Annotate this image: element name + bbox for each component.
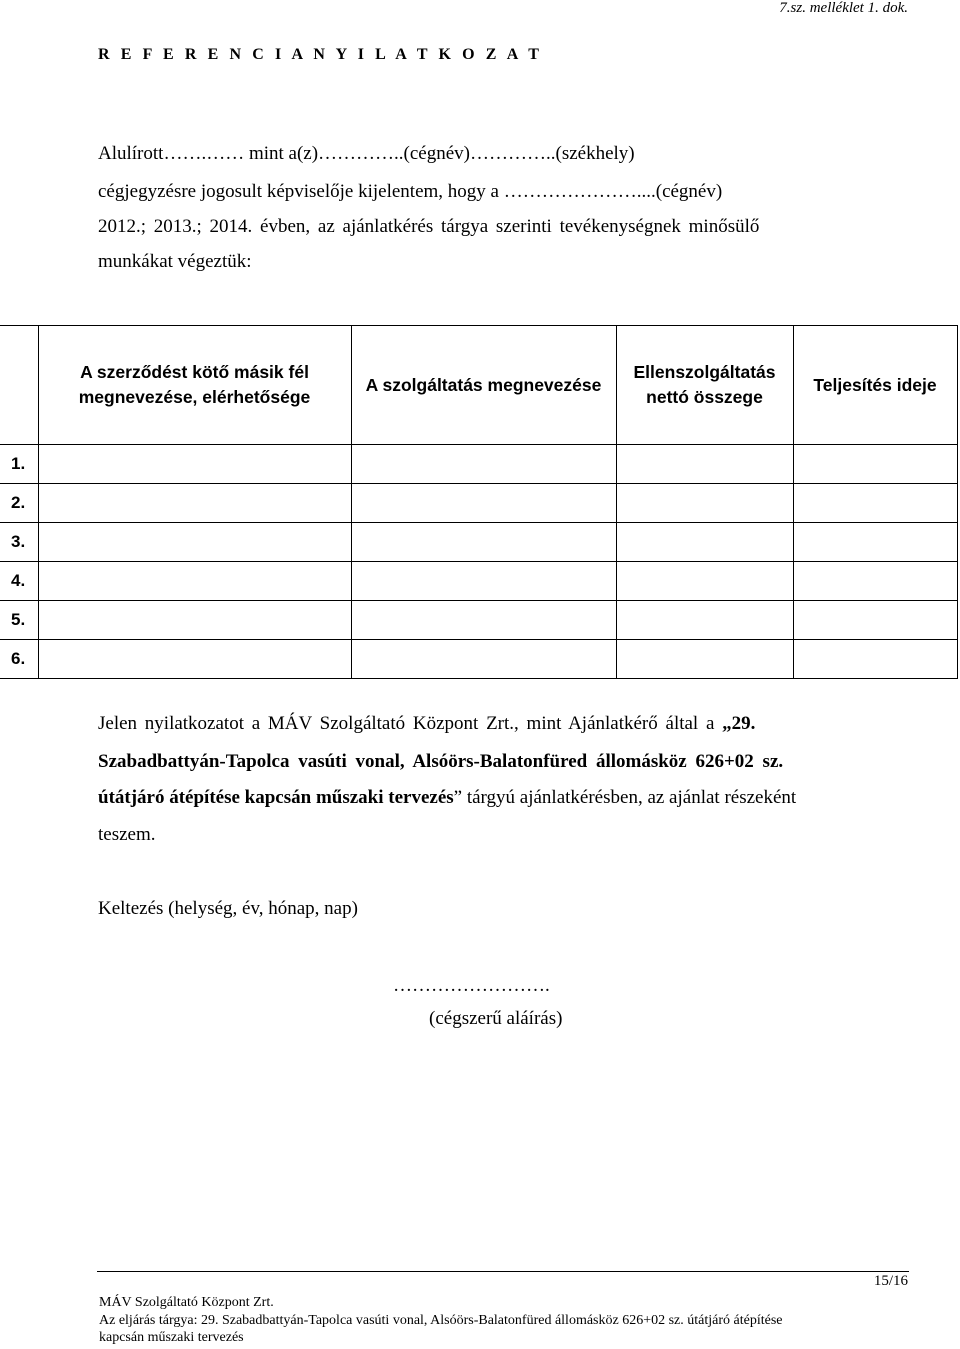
statement-line-3: [98, 787, 796, 809]
statement-line-1-bold: „29.: [722, 713, 756, 734]
page-number: 15/16: [873, 1273, 908, 1289]
date-label: Keltezés (helység, év, hónap, nap): [98, 898, 358, 919]
partner-cell[interactable]: [38, 445, 351, 484]
partner-cell[interactable]: [38, 601, 351, 640]
statement-line-4: teszem.: [98, 824, 156, 845]
row-number: 1.: [0, 445, 38, 484]
footer-org: MÁV Szolgáltató Központ Zrt.: [99, 1295, 274, 1310]
completion-cell[interactable]: [793, 484, 957, 523]
table-row: [0, 640, 957, 679]
statement-line-1-text: Jelen nyilatkozatot a MÁV Szolgáltató Központ Zrt., mint Ajánlatkérő által a: [98, 713, 723, 734]
footer-divider: [97, 1271, 909, 1272]
table-header-partner: A szerződést kötő másik fél megnevezése, elérhetősége: [38, 326, 351, 445]
statement-line-1: [98, 713, 755, 735]
amount-cell[interactable]: [616, 601, 793, 640]
intro-line-2: cégjegyzésre jogosult képviselője kijelentem, hogy a …………………....(cégnév): [98, 181, 723, 202]
service-cell[interactable]: [351, 601, 616, 640]
row-number: 3.: [0, 523, 38, 562]
service-cell[interactable]: [351, 562, 616, 601]
row-number: 4.: [0, 562, 38, 601]
row-number: 6.: [0, 640, 38, 679]
completion-cell[interactable]: [793, 562, 957, 601]
reference-table: [0, 325, 958, 679]
table-row: [0, 601, 957, 640]
completion-cell[interactable]: [793, 601, 957, 640]
table-header-row: [0, 326, 957, 445]
row-number: 2.: [0, 484, 38, 523]
table-header-completion: Teljesítés ideje: [793, 326, 957, 445]
partner-cell[interactable]: [38, 640, 351, 679]
amount-cell[interactable]: [616, 562, 793, 601]
table-row: [0, 562, 957, 601]
intro-line-1: Alulírott…….…… mint a(z)…………..(cégnév)…………..(székhely): [98, 143, 635, 164]
statement-line-3-text: ” tárgyú ajánlatkérésben, az ajánlat részeként: [453, 787, 797, 808]
table-row: [0, 484, 957, 523]
table-row: [0, 445, 957, 484]
intro-line-4: munkákat végeztük:: [98, 251, 252, 272]
table-header-service: A szolgáltatás megnevezése: [351, 326, 616, 445]
table-header-index: [0, 326, 38, 445]
service-cell[interactable]: [351, 484, 616, 523]
partner-cell[interactable]: [38, 484, 351, 523]
completion-cell[interactable]: [793, 445, 957, 484]
partner-cell[interactable]: [38, 562, 351, 601]
signature-line: …………………….: [393, 975, 550, 996]
intro-line-3: 2012.; 2013.; 2014. évben, az ajánlatkérés tárgya szerinti tevékenységnek minősülő: [98, 216, 760, 237]
table-row: [0, 523, 957, 562]
service-cell[interactable]: [351, 523, 616, 562]
completion-cell[interactable]: [793, 640, 957, 679]
footer-subject-line-2: kapcsán műszaki tervezés: [99, 1330, 244, 1345]
footer-subject-line-1: Az eljárás tárgya: 29. Szabadbattyán-Tapolca vasúti vonal, Alsóörs-Balatonfüred állomásköz 626+02 sz. útátjáró átépítése: [99, 1313, 783, 1328]
amount-cell[interactable]: [616, 640, 793, 679]
completion-cell[interactable]: [793, 523, 957, 562]
table-header-amount: Ellenszolgáltatás nettó összege: [616, 326, 793, 445]
statement-line-2: Szabadbattyán-Tapolca vasúti vonal, Alsóörs-Balatonfüred állomásköz 626+02 sz.: [98, 751, 784, 772]
partner-cell[interactable]: [38, 523, 351, 562]
row-number: 5.: [0, 601, 38, 640]
amount-cell[interactable]: [616, 523, 793, 562]
service-cell[interactable]: [351, 640, 616, 679]
amount-cell[interactable]: [616, 445, 793, 484]
service-cell[interactable]: [351, 445, 616, 484]
signature-label: (cégszerű aláírás): [429, 1008, 563, 1029]
attachment-note: 7.sz. melléklet 1. dok.: [779, 0, 908, 16]
statement-line-3-bold: útátjáró átépítése kapcsán műszaki tervezés: [98, 787, 454, 808]
document-title: R E F E R E N C I A N Y I L A T K O Z A T: [98, 46, 543, 63]
amount-cell[interactable]: [616, 484, 793, 523]
